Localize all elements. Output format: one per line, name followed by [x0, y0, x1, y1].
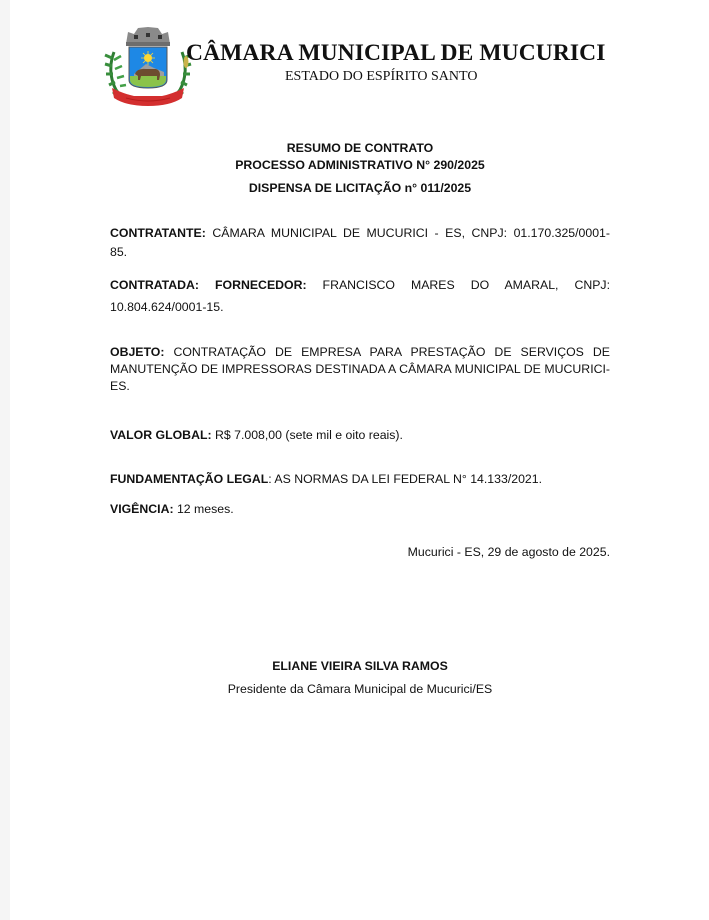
clause-objeto	[110, 344, 610, 395]
clause-text-cont: 10.804.624/0001-15.	[110, 300, 224, 314]
signatory-role: Presidente da Câmara Municipal de Mucurici/ES	[227, 682, 493, 696]
signatory-name: ELIANE VIEIRA SILVA RAMOS	[272, 659, 448, 673]
clause-label: FUNDAMENTAÇÃO LEGAL	[110, 472, 269, 486]
letterhead	[104, 22, 606, 112]
clause-text-cont: 85.	[110, 245, 128, 259]
clause-text: : AS NORMAS DA LEI FEDERAL N° 14.133/2021.	[268, 472, 543, 486]
institution-title: CÂMARA MUNICIPAL DE MUCURICI	[186, 40, 606, 66]
clause-vigencia	[110, 501, 610, 518]
clause-text: CÂMARA MUNICIPAL DE MUCURICI - ES, CNPJ: 01.170.325/0001-	[205, 226, 610, 240]
clause-valor-global	[110, 427, 610, 444]
clause-contratante	[110, 225, 610, 261]
clause-label: VIGÊNCIA:	[110, 502, 174, 516]
clause-fundamentacao-legal	[110, 471, 610, 488]
clause-text: CONTRATAÇÃO DE EMPRESA PARA PRESTAÇÃO DE SERVIÇOS DE MANUTENÇÃO DE IMPRESSORAS DESTINADA A CÂMARA MUNICIPAL DE MUCURICI-ES.	[110, 345, 610, 393]
page-margin-strip	[0, 0, 10, 920]
process-number: PROCESSO ADMINISTRATIVO N° 290/2025	[235, 158, 485, 172]
clause-text: FRANCISCO MARES DO AMARAL, CNPJ:	[306, 278, 610, 292]
clause-text: R$ 7.008,00 (sete mil e oito reais).	[211, 428, 403, 442]
clause-label: CONTRATANTE:	[110, 226, 206, 240]
date-line: Mucurici - ES, 29 de agosto de 2025.	[407, 545, 610, 559]
institution-subtitle: ESTADO DO ESPÍRITO SANTO	[285, 69, 478, 84]
clause-label: CONTRATADA: FORNECEDOR:	[110, 278, 307, 292]
clause-label: VALOR GLOBAL:	[110, 428, 212, 442]
clause-label: OBJETO:	[110, 345, 165, 359]
clause-contratada	[110, 277, 610, 316]
coat-of-arms-icon	[104, 22, 194, 110]
bidding-waiver-number: DISPENSA DE LICITAÇÃO n° 011/2025	[248, 181, 472, 195]
document-title: RESUMO DE CONTRATO	[286, 141, 434, 155]
clause-text: 12 meses.	[173, 502, 234, 516]
